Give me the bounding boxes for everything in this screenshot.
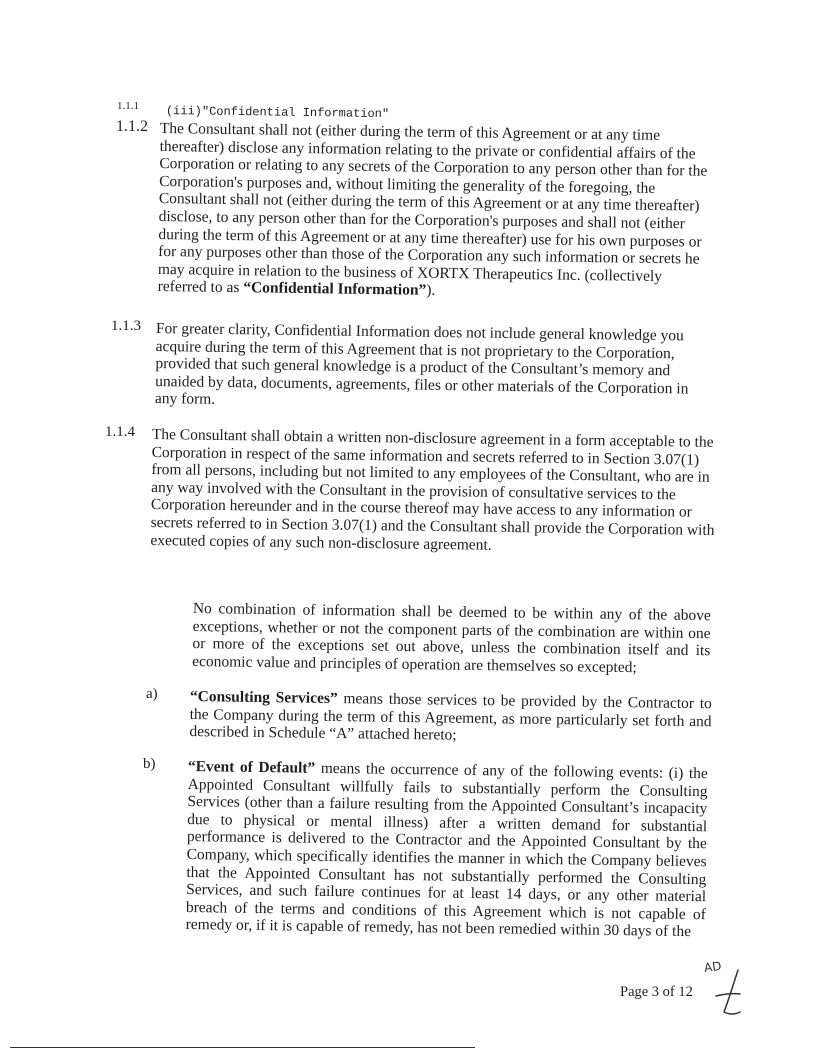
section-heading: (iii)"Confidential Information": [165, 104, 390, 122]
footer-rule: [10, 1047, 475, 1048]
section-paragraph: For greater clarity, Confidential Information does not include general knowledge you acquire during the term of this Agreement that is not proprietary to the Corporation, provided that such general knowledge is a product of the Consultant’s memory and unaided by data, documents, agreements, files or other materials of the Corporation in any form.: [154, 320, 689, 409]
section-paragraph: The Consultant shall not (either during the term of this Agreement or at any time thereafter) disclose any information relating to the private or confidential affairs of the Corporation or relating to any secrets of the Corporation to any person other than for the Corporation's purposes and, without limiting the generality of the foregoing, the Consultant shall not (either during the term of this Agreement or at any time thereafter) disclose, to any person other than for the Corporation's purposes and shall not (either during the term of this Agreement or at any time thereafter) use for his own purposes or for any purposes other than those of the Corporation any such information or secrets he may acquire in relation to the business of XORTX Therapeutics Inc. (collectively referred to as “Confidential Information”).: [157, 120, 708, 300]
section-number: 1.1.1: [117, 100, 139, 112]
page-number: Page 3 of 12: [620, 984, 693, 1000]
section-paragraph: The Consultant shall obtain a written non-disclosure agreement in a form acceptable to the Corporation in respect of the same information and secrets referred to in Section 3.07(1) from all persons, including but not limited to any employees of the Consultant, who are in any way involved with the Consultant in the provision of consultative services to the Corporation hereunder and in the course thereof may have access to any information or secrets referred to in Section 3.07(1) and the Consultant shall provide the Corporation with executed copies of any such non-disclosure agreement.: [150, 426, 715, 554]
section-number: 1.1.2: [116, 118, 148, 135]
definition-paragraph: “Consulting Services” means those services to be provided by the Contractor to the Company during the term of this Agreement, as more particularly set forth and described in Schedule “A” attached hereto;: [189, 688, 712, 744]
defined-term: “Consulting Services”: [189, 688, 338, 708]
defined-term: “Confidential Information”: [243, 279, 427, 300]
initials-signature: AD: [703, 958, 723, 976]
section-number: 1.1.4: [105, 424, 135, 440]
section-number: 1.1.3: [111, 318, 141, 334]
signature-mark: [708, 966, 750, 1022]
definition-label: a): [146, 686, 158, 702]
definition-paragraph: “Event of Default” means the occurrence of any of the following events: (i) the Appointed Consultant willfully fails to substantially perform the Consulting Services (other than a failure resulting from the Appointed Consultant’s incapacity due to physical or mental illness) after a written demand for substantial performance is delivered to the Contractor and the Appointed Consultant by the Company, which specifically identifies the manner in which the Company believes that the Appointed Consultant has not substantially performed the Consulting Services, and such failure continues for at least 14 days, or any other material breach of the terms and conditions of this Agreement which is not capable of remedy or, if it is capable of remedy, has not been remedied within 30 days of the: [185, 758, 708, 941]
combination-paragraph: No combination of information shall be deemed to be within any of the above exceptions, whether or not the component parts of the combination are within one or more of the exceptions set out above, unless the combination itself and its economic value and principles of operation are themselves so excepted;: [192, 600, 711, 676]
definition-label: b): [143, 756, 156, 772]
defined-term: “Event of Default”: [187, 758, 316, 777]
